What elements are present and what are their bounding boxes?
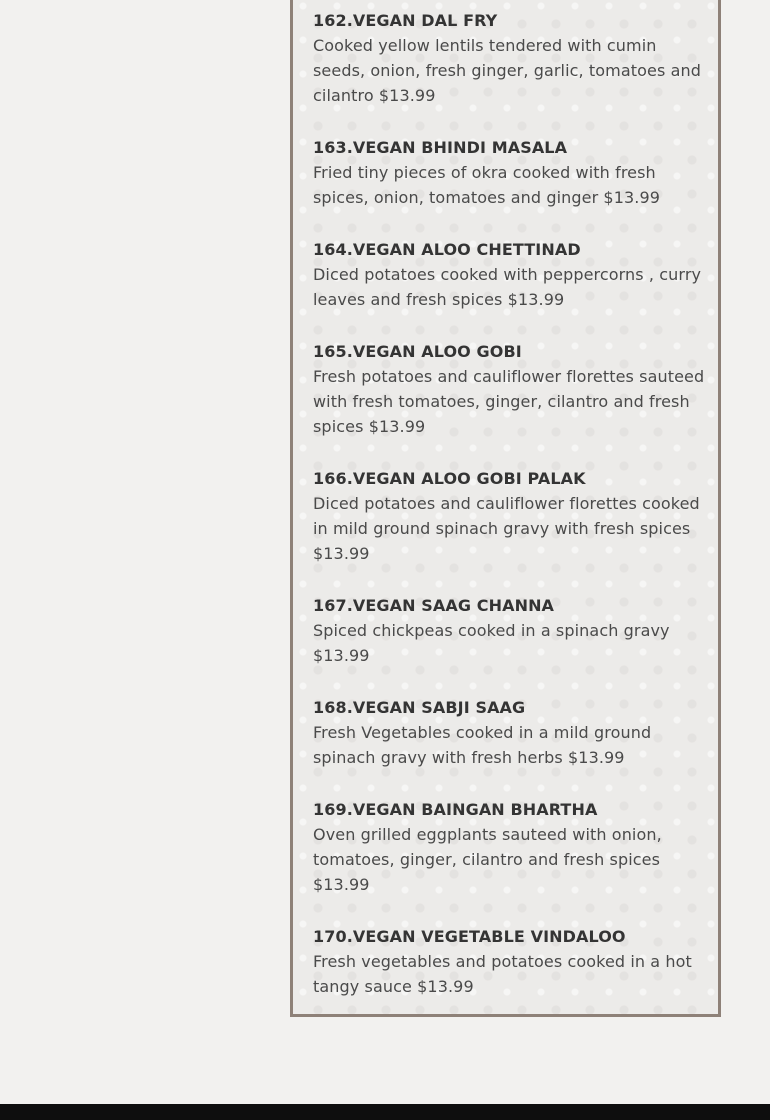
- menu-item-description: Diced potatoes cooked with peppercorns , curry leaves and fresh spices $13.99: [313, 265, 702, 309]
- menu-item-title: 168.VEGAN SABJI SAAG: [313, 698, 526, 717]
- menu-item-description: Fried tiny pieces of okra cooked with fresh spices, onion, tomatoes and ginger $13.99: [313, 163, 661, 207]
- menu-item: [313, 135, 708, 210]
- menu-item-title: 165.VEGAN ALOO GOBI: [313, 342, 522, 361]
- menu-item-title: 163.VEGAN BHINDI MASALA: [313, 138, 568, 157]
- menu-item: [313, 797, 708, 897]
- menu-item-title: 162.VEGAN DAL FRY: [313, 11, 498, 30]
- menu-item-description: Oven grilled eggplants sauteed with onion, tomatoes, ginger, cilantro and fresh spices $13.99: [313, 825, 662, 894]
- menu-item-description: Fresh Vegetables cooked in a mild ground spinach gravy with fresh herbs $13.99: [313, 723, 652, 767]
- menu-item-title: 166.VEGAN ALOO GOBI PALAK: [313, 469, 586, 488]
- menu-item-title: 169.VEGAN BAINGAN BHARTHA: [313, 800, 598, 819]
- menu-item-title: 164.VEGAN ALOO CHETTINAD: [313, 240, 581, 259]
- menu-item-description: Cooked yellow lentils tendered with cumin seeds, onion, fresh ginger, garlic, tomatoes and cilantro $13.99: [313, 36, 702, 105]
- footer-bar: [0, 1104, 770, 1120]
- menu-list: [313, 8, 708, 1026]
- menu-item: [313, 237, 708, 312]
- menu-item-description: Fresh vegetables and potatoes cooked in a hot tangy sauce $13.99: [313, 952, 692, 996]
- menu-item: [313, 339, 708, 439]
- menu-item-title: 167.VEGAN SAAG CHANNA: [313, 596, 555, 615]
- menu-item: [313, 466, 708, 566]
- menu-item: [313, 695, 708, 770]
- menu-item-description: Fresh potatoes and cauliflower florettes sauteed with fresh tomatoes, ginger, cilantro and fresh spices $13.99: [313, 367, 705, 436]
- menu-item-title: 170.VEGAN VEGETABLE VINDALOO: [313, 927, 626, 946]
- menu-item: [313, 8, 708, 108]
- menu-item-description: Spiced chickpeas cooked in a spinach gravy $13.99: [313, 621, 670, 665]
- menu-panel: [290, 0, 721, 1017]
- menu-item-description: Diced potatoes and cauliflower florettes cooked in mild ground spinach gravy with fresh spices $13.99: [313, 494, 700, 563]
- menu-item: [313, 593, 708, 668]
- menu-item: [313, 924, 708, 999]
